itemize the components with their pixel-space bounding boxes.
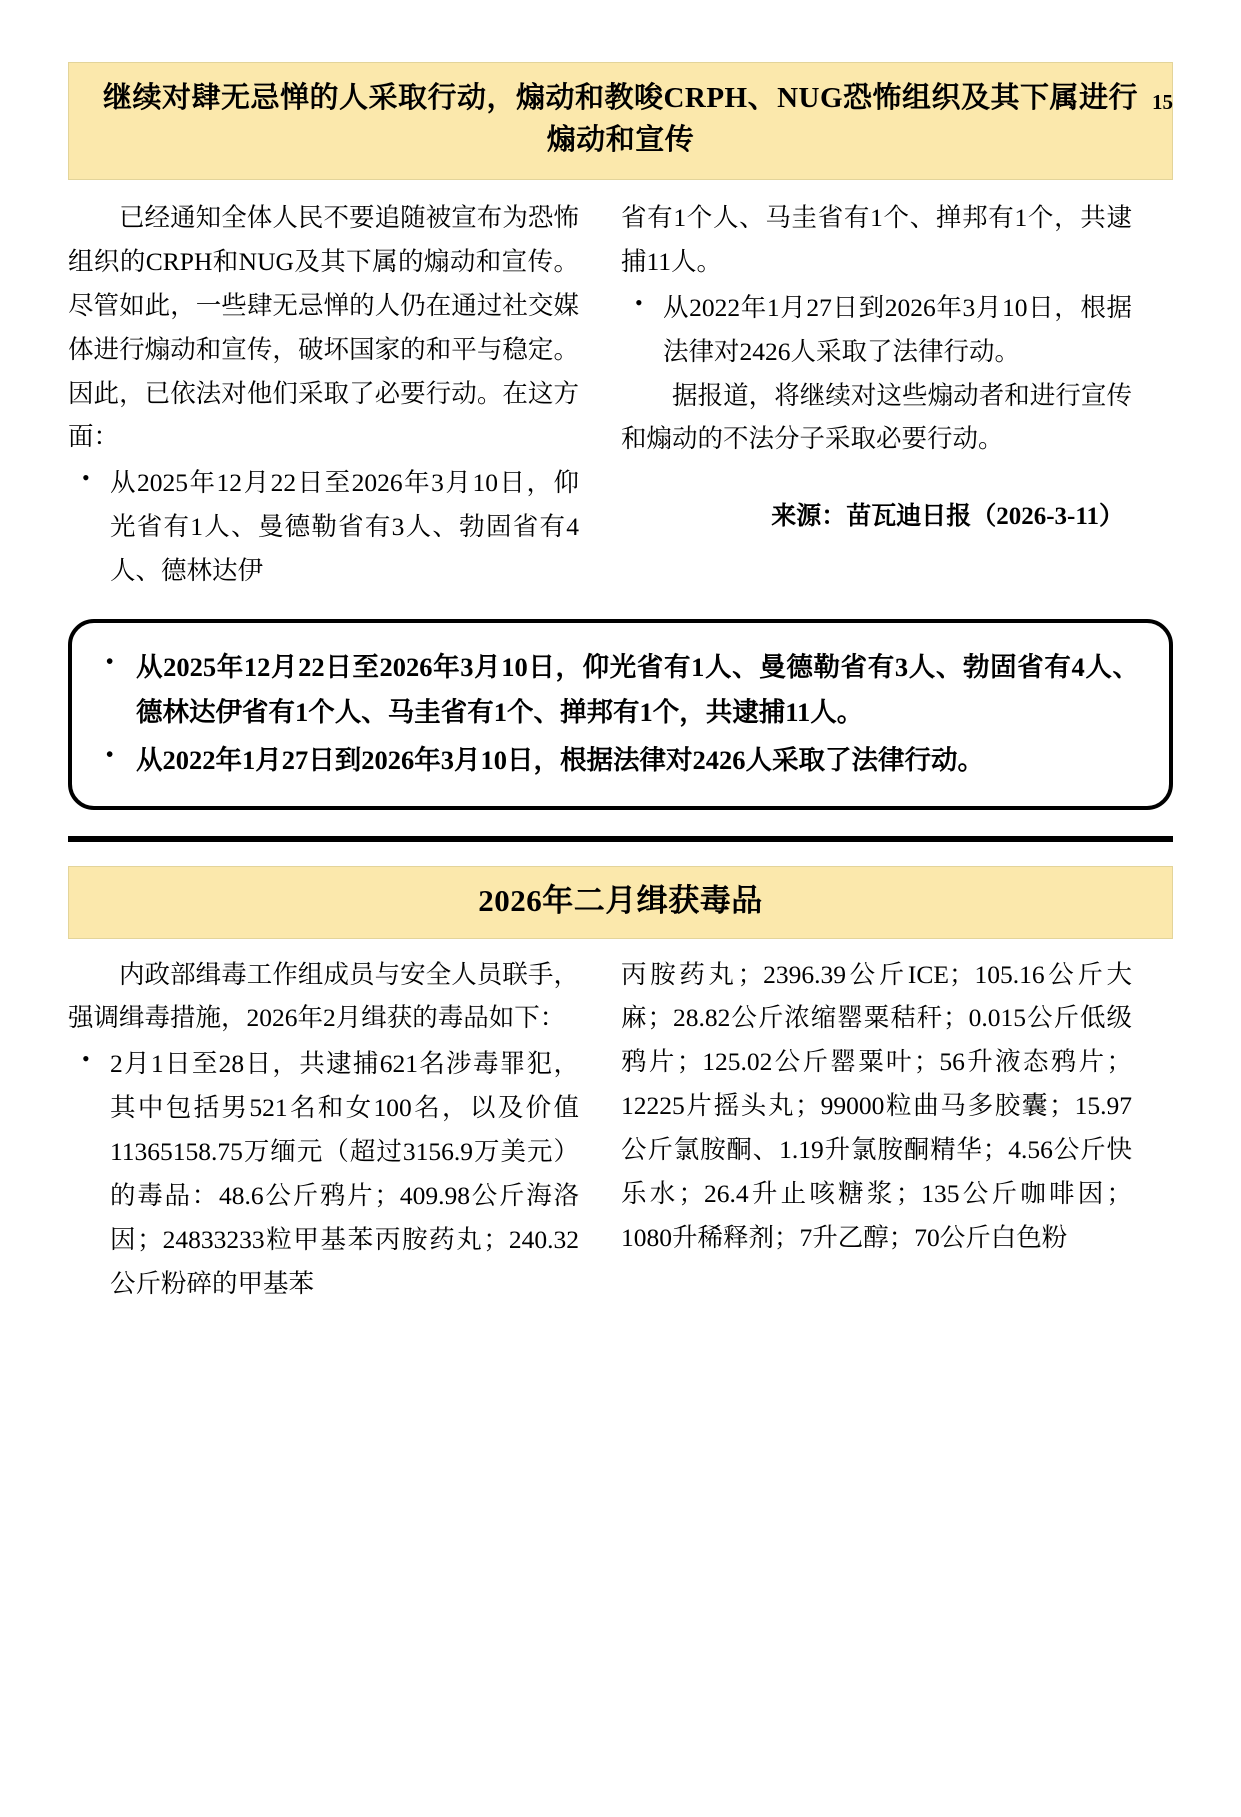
spacer <box>68 842 1173 866</box>
article-1-right-bullet-list <box>621 286 1132 374</box>
article-2-columns <box>68 953 1173 1306</box>
article-2-right-column <box>621 953 1132 1306</box>
article-1-left-column <box>68 196 579 593</box>
document-page <box>0 62 1241 1817</box>
article-1-closing-paragraph: 据报道，将继续对这些煽动者和进行宣传和煽动的不法分子采取必要行动。 <box>621 380 1132 454</box>
list-item: • 从2025年12月22日至2026年3月10日，仰光省有1人、曼德勒省有3人、勃固省有4人、德林达伊省有1个人、马圭省有1个、掸邦有1个，共逮捕11人。 <box>90 645 1139 736</box>
article-2-left-bullet-list <box>68 1042 579 1305</box>
article-1-bullet-continuation: 省有1个人、马圭省有1个、掸邦有1个，共逮捕11人。 <box>621 203 1132 276</box>
article-2-continuation-paragraph: 丙胺药丸；2396.39公斤ICE；105.16公斤大麻；28.82公斤浓缩罂粟秸秆；0.015公斤低级鸦片；125.02公斤罂粟叶；56升液态鸦片；12225片摇头丸；99000粒曲马多胶囊；15.97公斤氯胺酮、1.19升氯胺酮精华；4.56公斤快乐水；26.4升止咳糖浆；135公斤咖啡因；1080升稀释剂；7升乙醇；70公斤白色粉 <box>621 959 1132 1252</box>
article-1-left-bullet-list <box>68 461 579 593</box>
article-1-intro-paragraph: 已经通知全体人民不要追随被宣布为恐怖组织的CRPH和NUG及其下属的煽动和宣传。尽管如此，一些肆无忌惮的人仍在通过社交媒体进行煽动和宣传，破坏国家的和平与稳定。因此，已依法对他们采取了必要行动。在这方面： <box>68 203 579 452</box>
article-2-title-banner: 2026年二月缉获毒品 <box>68 866 1173 939</box>
list-item: • 2月1日至28日，共逮捕621名涉毒罪犯，其中包括男521名和女100名，以及价值11365158.75万缅元（超过3156.9万美元）的毒品：48.6公斤鸦片；409.98公斤海洛因；24833233粒甲基苯丙胺药丸；240.32公斤粉碎的甲基苯 <box>68 1042 579 1305</box>
article-2-left-column <box>68 953 579 1306</box>
article-1-right-column <box>621 196 1132 593</box>
highlight-bullet-list <box>90 645 1139 784</box>
article-1-columns <box>68 196 1173 593</box>
highlight-callout-box <box>68 619 1173 810</box>
page-number: 15 <box>1152 90 1173 114</box>
list-item: • 从2022年1月27日到2026年3月10日，根据法律对2426人采取了法律行动。 <box>90 738 1139 784</box>
list-item: • 从2025年12月22日至2026年3月10日，仰光省有1人、曼德勒省有3人、勃固省有4人、德林达伊 <box>68 461 579 593</box>
article-2-intro-paragraph: 内政部缉毒工作组成员与安全人员联手，强调缉毒措施，2026年2月缉获的毒品如下： <box>68 959 579 1033</box>
article-1-source: 来源：苗瓦迪日报（2026-3-11） <box>771 503 1124 531</box>
list-item: • 从2022年1月27日到2026年3月10日，根据法律对2426人采取了法律行动。 <box>621 286 1132 374</box>
article-1-title-banner: 继续对肆无忌惮的人采取行动，煽动和教唆CRPH、NUG恐怖组织及其下属进行煽动和宣传 <box>68 62 1173 180</box>
